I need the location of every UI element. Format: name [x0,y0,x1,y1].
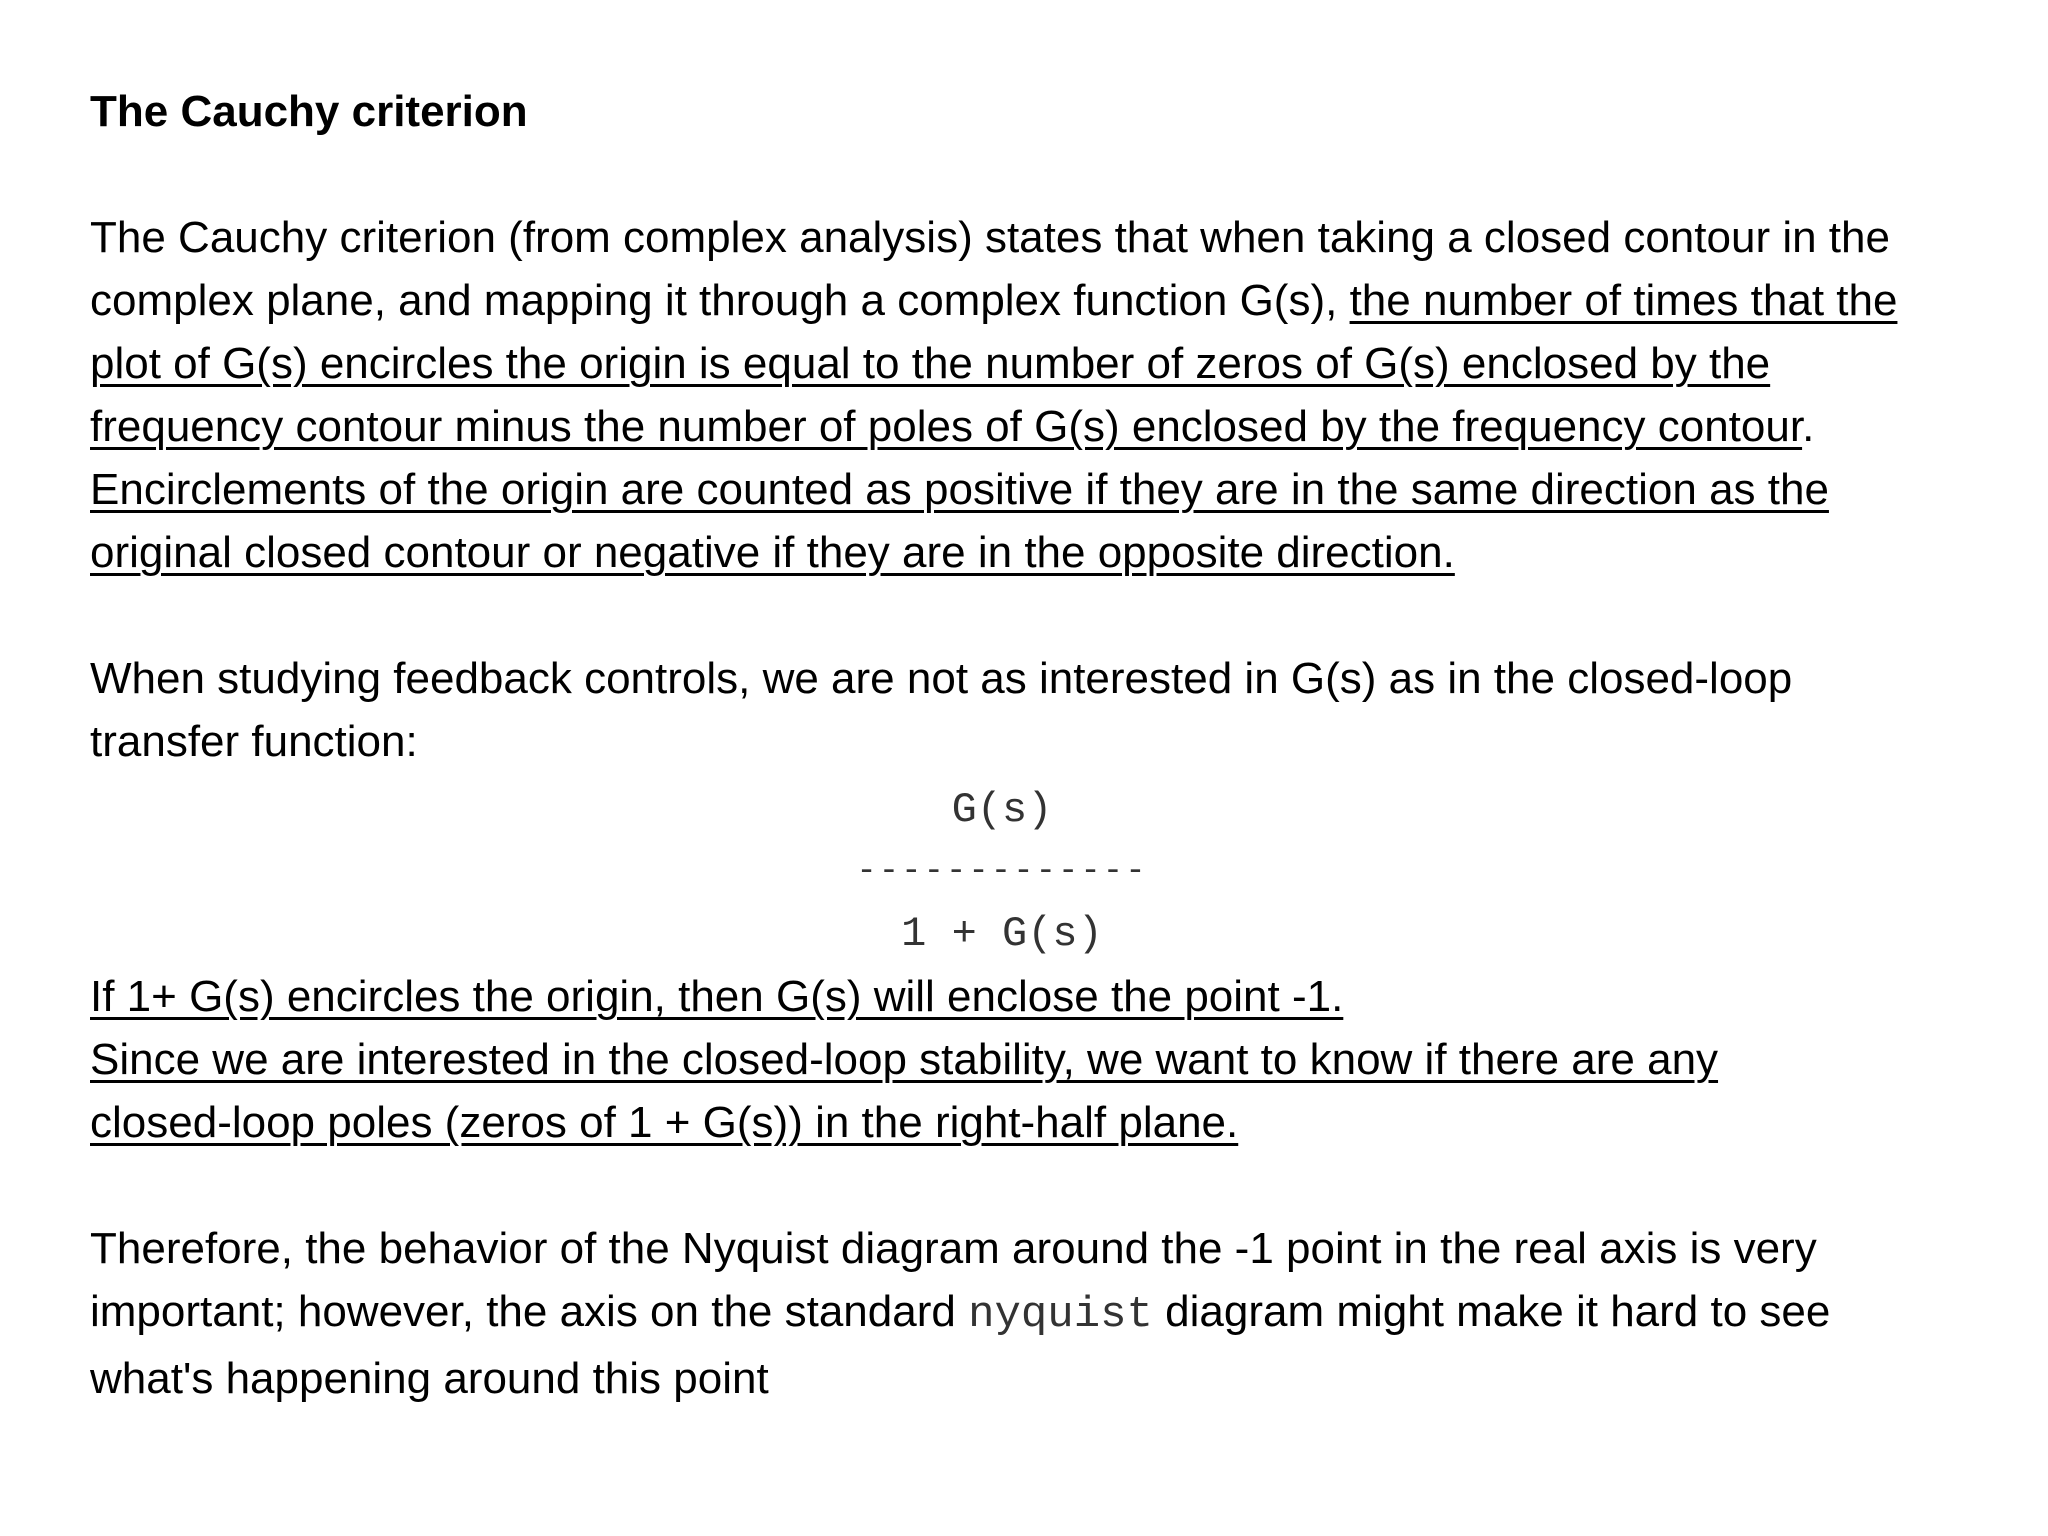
document-page [90,80,1990,1410]
code-nyquist: nyquist [968,1290,1153,1340]
paragraph-text: diagram might make it hard to see what's happening around this point [90,1287,1831,1403]
feedback-paragraph: When studying feedback controls, we are not as interested in G(s) as in the closed-loop transfer function: [90,654,1793,766]
paragraph-text: The Cauchy criterion (from complex analysis) states that when taking a closed contour in the complex plane, and mapping it through a complex function G(s), [90,213,1890,325]
formula-denominator: 1 + G(s) [901,910,1103,958]
underlined-statement: Encirclements of the origin are counted as positive if they are in the same direction as the original closed contour or negative if they are in the opposite direction. [90,465,1829,577]
stability-note [90,1028,1870,1154]
paragraph-text: . [1802,402,1815,451]
underlined-statement: If 1+ G(s) encircles the origin, then G(s) will enclose the point -1. [90,972,1344,1021]
formula-fraction-bar: ------------- [856,853,1148,891]
cauchy-criterion-paragraph [90,206,1950,584]
encirclement-note [90,965,1990,1028]
closed-loop-transfer-function [0,779,1914,965]
paragraph-text: Therefore, the behavior of the Nyquist diagram around the -1 point in the real axis is very important; however, the axis on the standard [90,1224,1817,1336]
underlined-statement: Since we are interested in the closed-loop stability, we want to know if there are any closed-loop poles (zeros of 1 + G(s)) in the right-half plane. [90,1035,1719,1147]
spacer [90,584,1990,647]
spacer [90,143,1990,206]
spacer [90,1154,1990,1217]
formula-numerator: G(s) [951,786,1053,834]
underlined-statement: the number of times that the plot of G(s) encircles the origin is equal to the number of zeros of G(s) enclosed by the frequency contour minus the number of poles of G(s) enclosed by the frequency contour [90,276,1898,451]
section-heading: The Cauchy criterion [90,87,528,136]
nyquist-paragraph [90,1217,1890,1410]
